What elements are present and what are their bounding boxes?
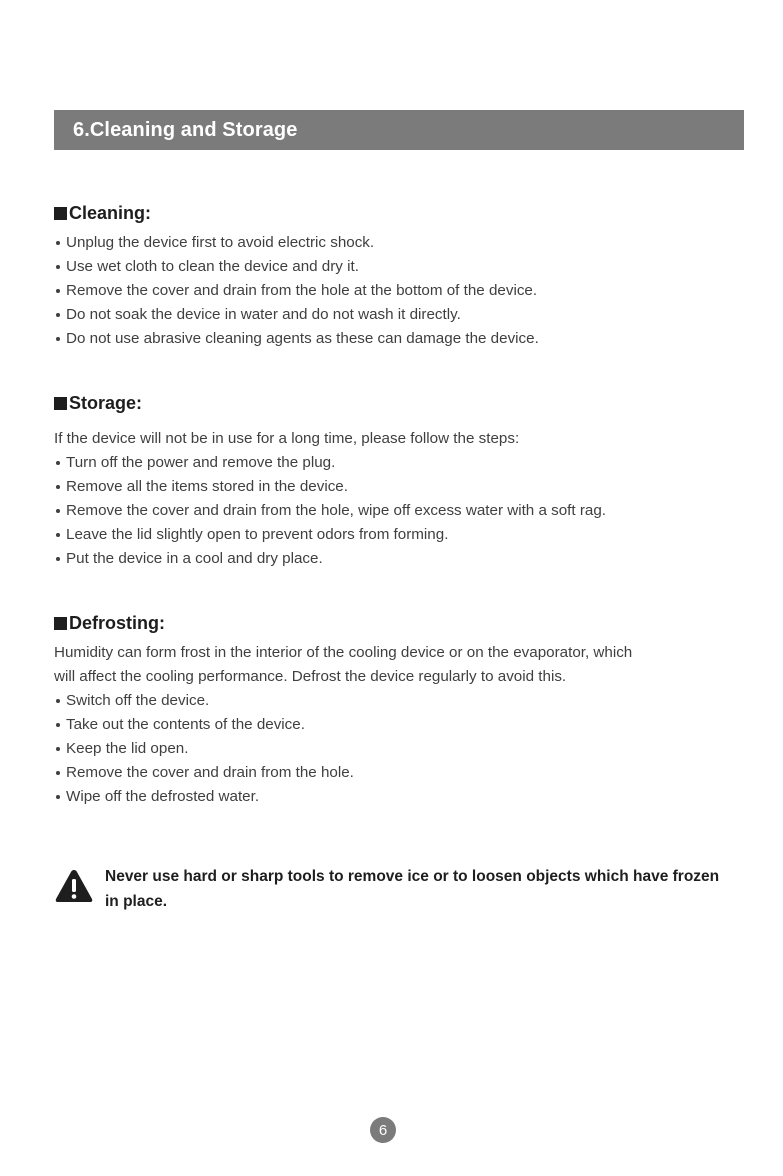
- storage-heading: [54, 391, 734, 415]
- list-item: [54, 231, 734, 255]
- list-item: [54, 499, 734, 523]
- page-title: 6.Cleaning and Storage: [73, 118, 298, 141]
- list-item-text: Take out the contents of the device.: [66, 716, 305, 733]
- bullet-dot-icon: [56, 337, 60, 341]
- list-item-text: Do not use abrasive cleaning agents as these can damage the device.: [66, 330, 539, 347]
- warning-note: [54, 864, 734, 914]
- list-item: [54, 761, 734, 785]
- defrosting-intro-line-2: will affect the cooling performance. Defrost the device regularly to avoid this.: [54, 668, 567, 685]
- list-item: [54, 327, 734, 351]
- list-item: [54, 303, 734, 327]
- defrosting-heading: [54, 611, 734, 635]
- list-item-text: Switch off the device.: [66, 692, 210, 709]
- square-bullet-icon: [54, 397, 67, 410]
- defrosting-intro-line-1: Humidity can form frost in the interior of the cooling device or on the evaporator, which: [54, 644, 633, 661]
- list-item: [54, 475, 734, 499]
- list-item-text: Unplug the device first to avoid electric shock.: [66, 234, 375, 251]
- bullet-dot-icon: [56, 723, 60, 727]
- list-item: [54, 451, 734, 475]
- bullet-dot-icon: [56, 313, 60, 317]
- cleaning-heading-text: Cleaning:: [69, 202, 152, 223]
- page-number: 6: [370, 1117, 396, 1143]
- list-item-text: Remove all the items stored in the device.: [66, 478, 348, 495]
- defrosting-heading-text: Defrosting:: [69, 612, 165, 633]
- cleaning-heading: [54, 201, 734, 225]
- bullet-dot-icon: [56, 265, 60, 269]
- list-item: [54, 785, 734, 809]
- bullet-dot-icon: [56, 509, 60, 513]
- bullet-dot-icon: [56, 461, 60, 465]
- list-item-text: Remove the cover and drain from the hole, wipe off excess water with a soft rag.: [66, 502, 606, 519]
- bullet-dot-icon: [56, 557, 60, 561]
- storage-section: [54, 391, 734, 571]
- defrosting-section: [54, 611, 734, 809]
- list-item-text: Keep the lid open.: [66, 740, 189, 757]
- list-item-text: Leave the lid slightly open to prevent odors from forming.: [66, 526, 449, 543]
- storage-heading-text: Storage:: [69, 392, 143, 413]
- warning-text: Never use hard or sharp tools to remove ice or to loosen objects which have frozen in place.: [105, 868, 720, 910]
- list-item: [54, 713, 734, 737]
- list-item-text: Use wet cloth to clean the device and dry it.: [66, 258, 359, 275]
- square-bullet-icon: [54, 207, 67, 220]
- list-item: [54, 737, 734, 761]
- list-item-text: Wipe off the defrosted water.: [66, 788, 260, 805]
- storage-intro: If the device will not be in use for a long time, please follow the steps:: [54, 430, 520, 447]
- bullet-dot-icon: [56, 533, 60, 537]
- bullet-dot-icon: [56, 795, 60, 799]
- list-item: [54, 523, 734, 547]
- list-item-text: Do not soak the device in water and do not wash it directly.: [66, 306, 461, 323]
- section-header-bar: [54, 110, 744, 150]
- bullet-dot-icon: [56, 771, 60, 775]
- bullet-dot-icon: [56, 485, 60, 489]
- warning-triangle-icon: [54, 868, 94, 904]
- list-item-text: Put the device in a cool and dry place.: [66, 550, 323, 567]
- bullet-dot-icon: [56, 241, 60, 245]
- list-item-text: Turn off the power and remove the plug.: [66, 454, 336, 471]
- list-item-text: Remove the cover and drain from the hole.: [66, 764, 354, 781]
- cleaning-section: [54, 201, 734, 351]
- square-bullet-icon: [54, 617, 67, 630]
- list-item-text: Remove the cover and drain from the hole at the bottom of the device.: [66, 282, 538, 299]
- bullet-dot-icon: [56, 289, 60, 293]
- list-item: [54, 255, 734, 279]
- list-item: [54, 689, 734, 713]
- bullet-dot-icon: [56, 699, 60, 703]
- list-item: [54, 279, 734, 303]
- list-item: [54, 547, 734, 571]
- bullet-dot-icon: [56, 747, 60, 751]
